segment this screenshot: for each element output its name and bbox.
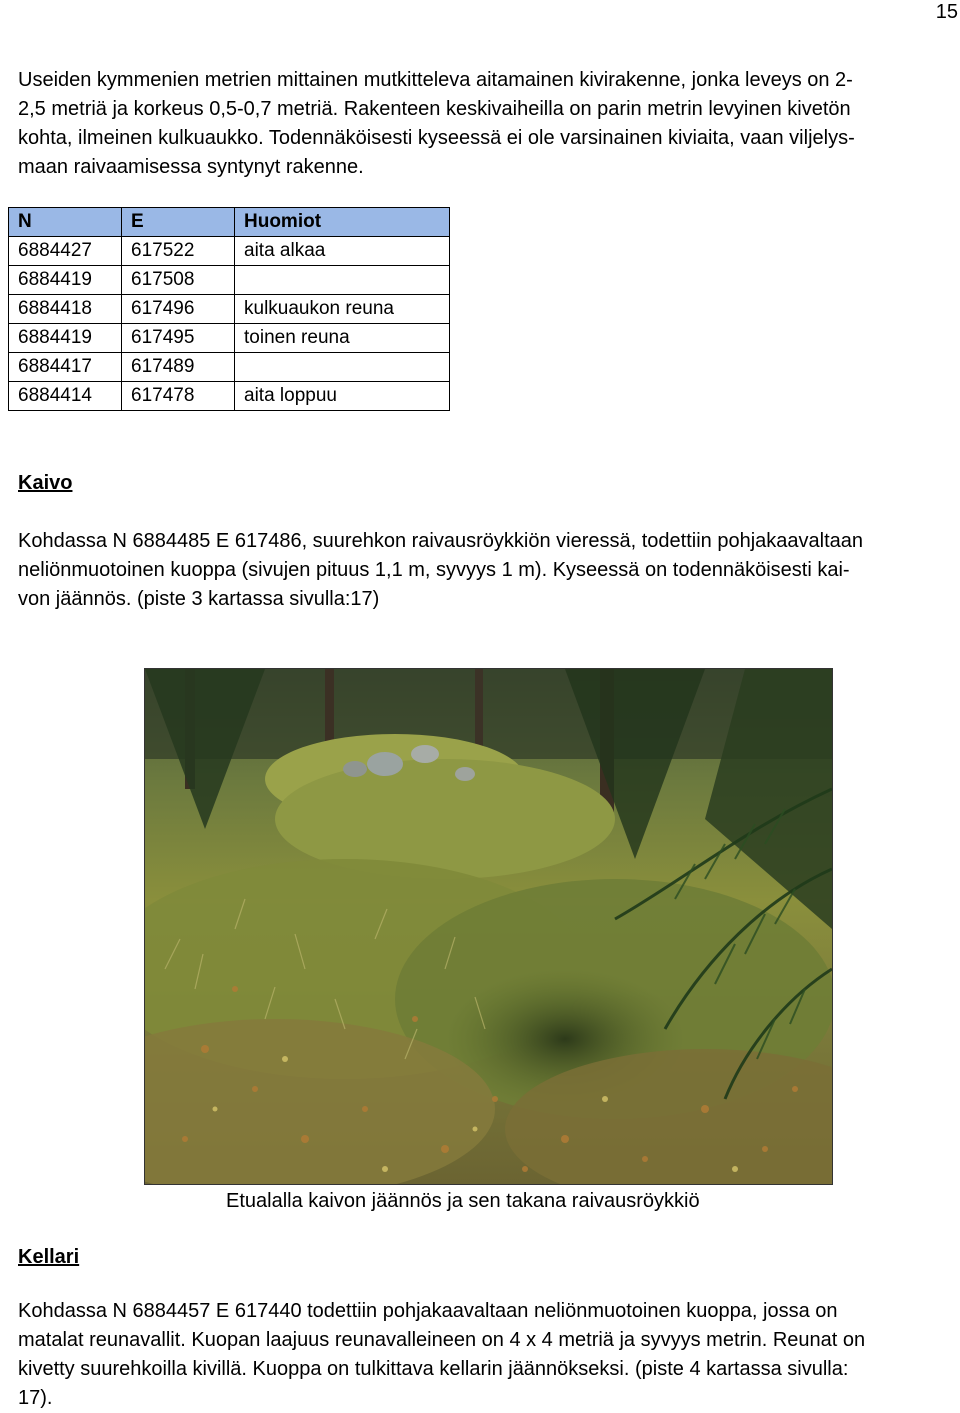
photo-caption: Etualalla kaivon jäännös ja sen takana raivausröykkiö xyxy=(226,1190,700,1212)
cell-note: toinen reuna xyxy=(235,324,450,353)
cell-note: aita alkaa xyxy=(235,237,450,266)
cell-n: 6884418 xyxy=(9,295,122,324)
cell-n: 6884414 xyxy=(9,382,122,411)
cell-note xyxy=(235,266,450,295)
table-row xyxy=(9,266,450,295)
header-n: N xyxy=(9,208,122,237)
cell-e: 617495 xyxy=(122,324,235,353)
cell-note: aita loppuu xyxy=(235,382,450,411)
header-e: E xyxy=(122,208,235,237)
header-huomiot: Huomiot xyxy=(235,208,450,237)
coordinates-table xyxy=(8,207,450,411)
table-row xyxy=(9,353,450,382)
table-row xyxy=(9,295,450,324)
kaivo-heading: Kaivo xyxy=(18,472,73,494)
cell-e: 617508 xyxy=(122,266,235,295)
cell-n: 6884419 xyxy=(9,266,122,295)
table-header-row xyxy=(9,208,450,237)
page-number: 15 xyxy=(935,1,958,23)
cell-e: 617496 xyxy=(122,295,235,324)
cell-n: 6884427 xyxy=(9,237,122,266)
kellari-paragraph: Kohdassa N 6884457 E 617440 todettiin pohjakaavaltaan neliönmuotoinen kuoppa, jossa on matalat reunavallit. Kuopan laajuus reunavalleineen on 4 x 4 metriä ja syvyys metrin. Reunat on kivetty suurehkoilla kivillä. Kuoppa on tulkittava kellarin jäännökseksi. (piste 4 kartassa sivulla: 17). xyxy=(18,1300,866,1409)
intro-paragraph: Useiden kymmenien metrien mittainen mutkitteleva aitamainen kivirakenne, jonka leveys on 2- 2,5 metriä ja korkeus 0,5-0,7 metriä. Rakenteen keskivaiheilla on parin metrin levyinen kivetön kohta, ilmeinen kulkuaukko. Todennäköisesti kyseessä ei ole varsinainen kiviaita, vaan viljelys- maan raivaamisessa syntynyt rakenne. xyxy=(18,69,855,178)
cell-n: 6884419 xyxy=(9,324,122,353)
forest-photo xyxy=(144,668,833,1185)
table-row xyxy=(9,324,450,353)
kaivo-paragraph: Kohdassa N 6884485 E 617486, suurehkon raivausröykkiön vieressä, todettiin pohjakaavaltaan neliönmuotoinen kuoppa (sivujen pituus 1,1 m, syvyys 1 m). Kyseessä on todennäköisesti kai- von jäännös. (piste 3 kartassa sivulla:17) xyxy=(18,530,863,610)
forest-photo-illustration xyxy=(145,669,832,1184)
cell-note xyxy=(235,353,450,382)
cell-note: kulkuaukon reuna xyxy=(235,295,450,324)
kellari-heading: Kellari xyxy=(18,1246,80,1268)
table-row xyxy=(9,237,450,266)
cell-e: 617522 xyxy=(122,237,235,266)
table-row xyxy=(9,382,450,411)
cell-e: 617478 xyxy=(122,382,235,411)
cell-n: 6884417 xyxy=(9,353,122,382)
cell-e: 617489 xyxy=(122,353,235,382)
